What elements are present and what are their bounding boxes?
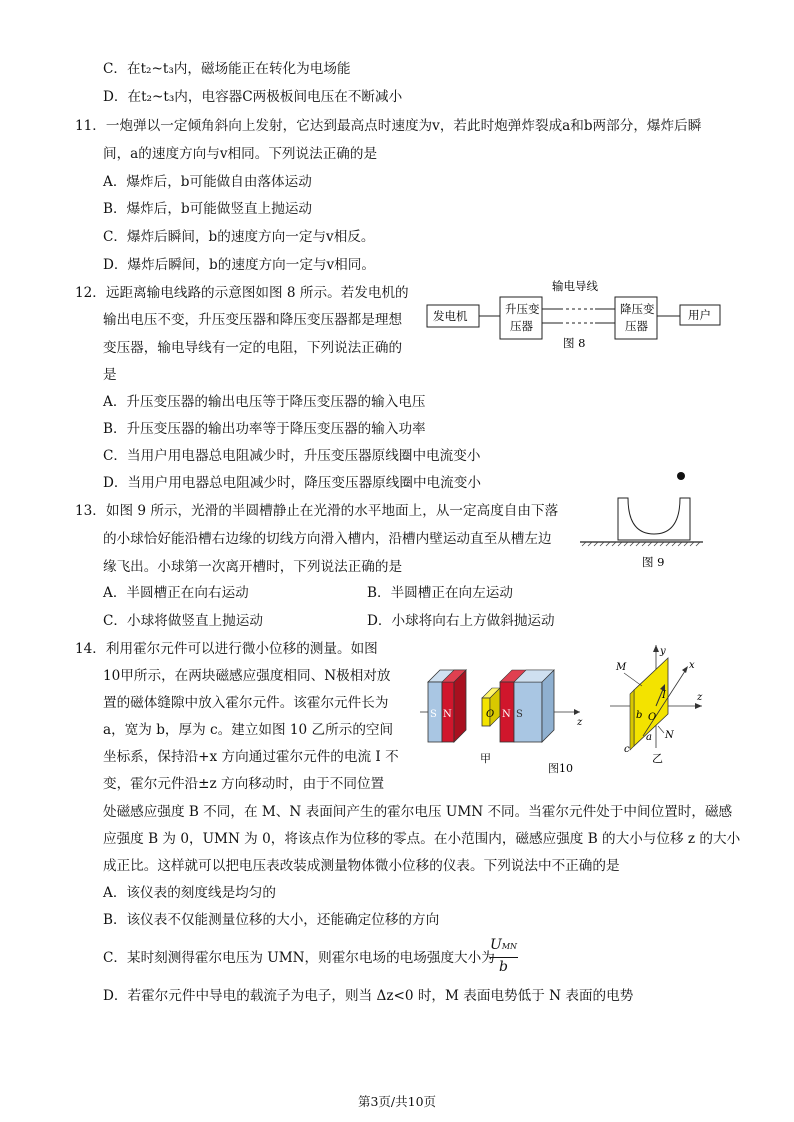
q12-stem-line3: 变压器，输电导线有一定的电阻，下列说法正确的 — [103, 340, 403, 356]
q14-stem-line6: 变，霍尔元件沿±z 方向移动时，由于不同位置 — [103, 776, 385, 792]
fig8-wire-label: 输电导线 — [552, 280, 598, 293]
ball-icon — [677, 472, 685, 480]
q14-stem-line9: 成正比。这样就可以把电压表改装成测量物体微小位移的仪表。下列说法中不正确的是 — [103, 858, 620, 874]
q11-option-c: C．爆炸后瞬间，b的速度方向一定与v相反。 — [103, 229, 375, 245]
q14-stem-line3: 置的磁体缝隙中放入霍尔元件。该霍尔元件长为 — [103, 695, 389, 711]
q12-option-c: C．当用户用电器总电阻减少时，升压变压器原线圈中电流变小 — [103, 448, 481, 464]
q14-option-d: D．若霍尔元件中导电的载流子为电子，则当 Δz<0 时，M 表面电势低于 N 表面的电势 — [103, 988, 634, 1004]
page-footer: 第3页/共10页 — [357, 1094, 437, 1109]
fig10-m-label: M — [616, 662, 627, 673]
q10-option-d: D．在t₂~t₃内，电容器C两极板间电压在不断减小 — [103, 89, 403, 105]
q14-option-c: C．某时刻测得霍尔电压为 UMN，则霍尔电场的电场强度大小为 — [103, 950, 495, 966]
fig10-caption: 图10 — [548, 762, 573, 775]
q13-option-b: B．半圆槽正在向左运动 — [367, 585, 513, 601]
fig8-generator: 发电机 — [433, 309, 468, 323]
q12-stem-line4: 是 — [103, 367, 117, 383]
figure-9-diagram — [578, 468, 708, 573]
q14-option-b: B．该仪表不仅能测量位移的大小，还能确定位移的方向 — [103, 912, 440, 928]
q14-stem-line7: 处磁感应强度 B 不同，在 M、N 表面间产生的霍尔电压 UMN 不同。当霍尔元件处于中间位置时，磁感 — [103, 804, 733, 820]
q11-option-d: D．爆炸后瞬间，b的速度方向一定与v相同。 — [103, 257, 375, 273]
fig8-step-down-1: 降压变 — [620, 302, 655, 316]
fig9-caption: 图 9 — [642, 555, 665, 569]
fig10-b-label: b — [636, 710, 643, 721]
fig10-left-caption: 甲 — [480, 752, 491, 765]
figure-8-diagram — [425, 280, 755, 360]
fig8-step-up-1: 升压变 — [505, 302, 540, 316]
fig10-right-n: N — [502, 709, 511, 720]
q14-stem-line1: 14．利用霍尔元件可以进行微小位移的测量。如图 — [75, 641, 378, 657]
fig10-n-label: N — [665, 730, 674, 741]
fig8-user: 用户 — [688, 308, 711, 322]
fig10-left-s: S — [430, 709, 437, 720]
q14-stem-line8: 应强度 B 为 0，UMN 为 0，将该点作为位移的零点。在小范围内，磁感应强度 B 的大小与位移 z 的大小 — [103, 831, 741, 847]
q14-stem-line2: 10甲所示，在两块磁感应强度相同、N极相对放 — [103, 668, 391, 684]
fig10-x-axis: x — [689, 660, 695, 671]
fig10-left-n: N — [443, 709, 452, 720]
q13-stem-line2: 的小球恰好能沿槽右边缘的切线方向滑入槽内，沿槽内壁运动直至从槽左边 — [103, 531, 552, 547]
fig8-step-down-2: 压器 — [625, 319, 648, 333]
q13-stem-line1: 13．如图 9 所示，光滑的半圆槽静止在光滑的水平地面上，从一定高度自由下落 — [75, 503, 559, 519]
q13-option-c: C．小球将做竖直上抛运动 — [103, 613, 263, 629]
q11-option-a: A．爆炸后，b可能做自由落体运动 — [103, 174, 312, 190]
fraction-numerator: U — [490, 937, 502, 953]
fig10-right-caption: 乙 — [652, 752, 663, 765]
fig10-c-label: c — [624, 744, 630, 755]
fraction-denominator: b — [499, 959, 508, 975]
fraction-umn-over-b — [488, 937, 522, 977]
fig10-origin-o-right: O — [648, 712, 657, 723]
q13-option-a: A．半圆槽正在向右运动 — [103, 585, 249, 601]
q13-option-d: D．小球将向右上方做斜抛运动 — [367, 613, 555, 629]
fig10-y-axis: y — [660, 646, 666, 657]
q13-stem-line3: 缘飞出。小球第一次离开槽时，下列说法正确的是 — [103, 559, 403, 575]
q14-option-a: A．该仪表的刻度线是均匀的 — [103, 885, 276, 901]
fig10-right-s: S — [516, 709, 523, 720]
figure-10-diagram — [420, 640, 720, 780]
fig8-step-up-2: 压器 — [510, 319, 533, 333]
fig10-current-i: I — [662, 690, 666, 701]
q11-stem-line1: 11．一炮弹以一定倾角斜向上发射，它达到最高点时速度为v，若此时炮弹炸裂成a和b两部分，爆炸后瞬 — [75, 118, 702, 134]
q11-stem-line2: 间，a的速度方向与v相同。下列说法正确的是 — [103, 146, 378, 162]
q12-stem-line2: 输出电压不变，升压变压器和降压变压器都是理想 — [103, 312, 403, 328]
q10-option-c: C．在t₂~t₃内，磁场能正在转化为电场能 — [103, 61, 351, 77]
q12-stem-line1: 12．远距离输电线路的示意图如图 8 所示。若发电机的 — [75, 285, 409, 301]
fig8-caption: 图 8 — [563, 336, 586, 350]
fig10-a-label: a — [646, 732, 652, 743]
q11-option-b: B．爆炸后，b可能做竖直上抛运动 — [103, 201, 313, 217]
q14-stem-line5: 坐标系，保持沿+x 方向通过霍尔元件的电流 I 不 — [103, 749, 399, 765]
q14-stem-line4: a，宽为 b，厚为 c。建立如图 10 乙所示的空间 — [103, 722, 394, 738]
fig10-origin-o: O — [486, 709, 495, 720]
fraction-numerator-sub: MN — [501, 942, 518, 951]
fig10-z-axis: z — [697, 692, 703, 703]
q12-option-a: A．升压变压器的输出电压等于降压变压器的输入电压 — [103, 394, 426, 410]
q12-option-d: D．当用户用电器总电阻减少时，降压变压器原线圈中电流变小 — [103, 475, 481, 491]
fig10-z-left: z — [577, 717, 583, 728]
q12-option-b: B．升压变压器的输出功率等于降压变压器的输入功率 — [103, 421, 426, 437]
